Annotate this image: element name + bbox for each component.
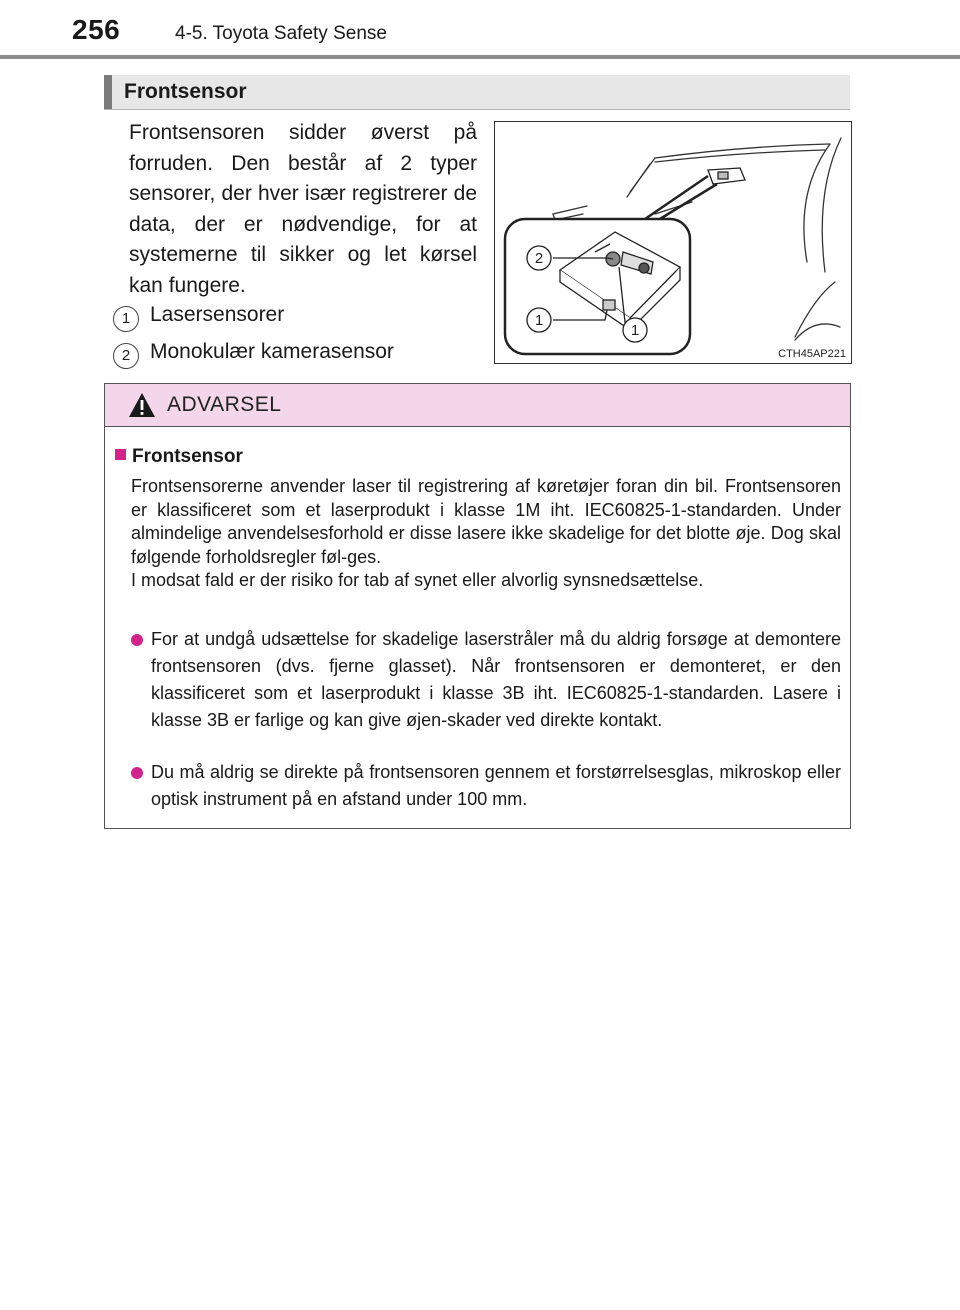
warning-bullet-1 xyxy=(131,626,841,734)
header-divider xyxy=(0,55,960,59)
warning-triangle-icon xyxy=(127,391,157,419)
warning-paragraph xyxy=(131,475,841,593)
warning-label: ADVARSEL xyxy=(167,393,282,416)
intro-paragraph: Frontsensoren sidder øverst på forruden. Den består af 2 typer sensorer, der hver især registrerer de data, der er nødvendige, for at systemerne til sikker og let kørsel kan fungere. xyxy=(129,121,477,297)
warning-subtitle xyxy=(115,446,243,468)
bullet-dot-icon xyxy=(131,634,143,646)
legend-label-2: Monokulær kamerasensor xyxy=(150,340,394,363)
legend-number-1: 1 xyxy=(113,306,139,332)
legend-label-1: Lasersensorer xyxy=(150,303,285,326)
figure-code: CTH45AP221 xyxy=(778,348,846,360)
warning-subtitle-text: Frontsensor xyxy=(132,446,243,467)
warning-bullet-1-text: For at undgå udsættelse for skadelige laserstråler må du aldrig forsøge at demontere frontsensoren (dvs. fjerne glasset). Når frontsensoren er demonteret, er den klassificeret som et laserprodukt i klasse 3B iht. IEC60825-1-standarden. Lasere i klasse 3B er farlige og kan give øjen-skader ved direkte kontakt. xyxy=(151,629,841,730)
warning-box xyxy=(104,383,851,829)
chapter-title: 4-5. Toyota Safety Sense xyxy=(175,23,387,44)
page-number: 256 xyxy=(72,14,121,45)
windshield-sensor-drawing xyxy=(495,122,851,363)
warning-bullet-2-text: Du må aldrig se direkte på frontsensoren gennem et forstørrelsesglas, mikroskop eller optisk instrument på en afstand under 100 mm. xyxy=(151,762,841,809)
callout-1-label: 1 xyxy=(534,312,544,329)
sensor-illustration xyxy=(494,121,852,364)
warning-bullet-2 xyxy=(131,759,841,813)
bullet-dot-icon xyxy=(131,767,143,779)
warning-paragraph-2: I modsat fald er der risiko for tab af synet eller alvorlig synsnedsættelse. xyxy=(131,570,704,590)
square-bullet-icon xyxy=(115,449,126,460)
section-title: Frontsensor xyxy=(124,80,247,103)
legend-number-2: 2 xyxy=(113,343,139,369)
section-accent xyxy=(104,75,112,109)
warning-header xyxy=(105,384,850,427)
callout-1b-label: 1 xyxy=(630,322,640,339)
warning-paragraph-1: Frontsensorerne anvender laser til registrering af køretøjer foran din bil. Frontsensoren er klassificeret som et laserprodukt i klasse 1M iht. IEC60825-1-standarden. Under almindelige anvendelsesforhold er disse lasere ikke skadelige for det blotte øje. Dog skal følgende forholdsregler føl-ges. xyxy=(131,476,841,567)
callout-2-label: 2 xyxy=(534,250,544,267)
section-heading-bar xyxy=(104,75,850,110)
